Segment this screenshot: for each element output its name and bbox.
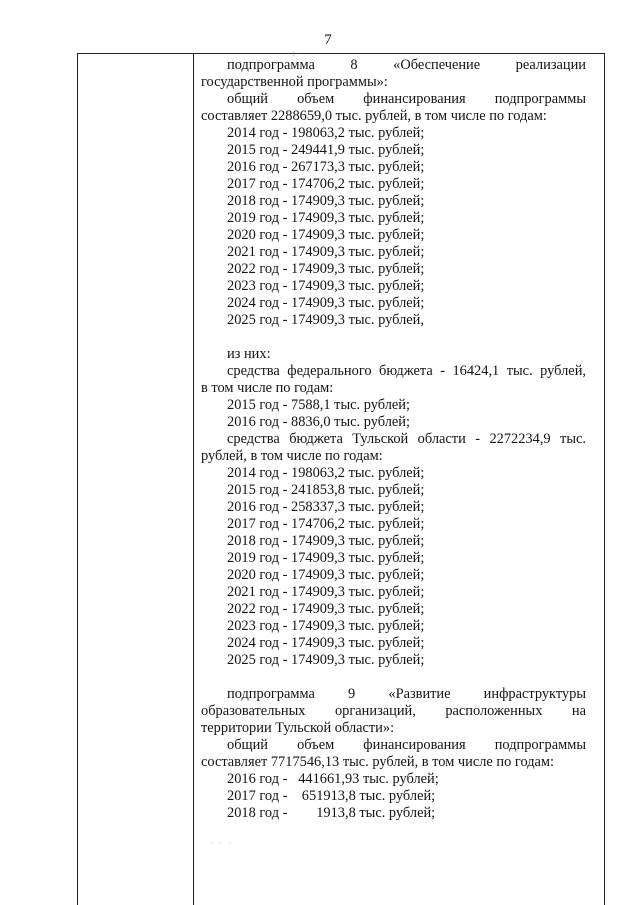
sub8-regional-line-2: рублей, в том числе по годам:	[201, 448, 383, 464]
sub9-total-line-2: составляет 7717546,13 тыс. рублей, в том числе по годам:	[201, 754, 555, 770]
sub8-year-line: 2014 год - 198063,2 тыс. рублей;	[227, 125, 425, 141]
sub8-year-line: 2016 год - 267173,3 тыс. рублей;	[227, 159, 425, 175]
sub8-regional-year-line: 2024 год - 174909,3 тыс. рублей;	[227, 635, 425, 651]
sub9-year-line: 2016 год - 441661,93 тыс. рублей;	[227, 771, 439, 787]
sub8-regional-year-line: 2016 год - 258337,3 тыс. рублей;	[227, 499, 425, 515]
sub8-title-line-2: государственной программы»:	[201, 74, 388, 90]
sub8-regional-year-line: 2014 год - 198063,2 тыс. рублей;	[227, 465, 425, 481]
sub8-regional-year-line: 2018 год - 174909,3 тыс. рублей;	[227, 533, 425, 549]
sub8-total-line-1: общий объем финансирования подпрограммы	[227, 91, 586, 107]
sub8-year-line: 2017 год - 174706,2 тыс. рублей;	[227, 176, 425, 192]
funding-text-cell	[201, 57, 586, 822]
sub8-regional-year-line: 2021 год - 174909,3 тыс. рублей;	[227, 584, 425, 600]
sub8-of-them: из них:	[227, 346, 271, 362]
sub8-year-line: 2019 год - 174909,3 тыс. рублей;	[227, 210, 425, 226]
scan-artifact: · · ·	[210, 838, 234, 848]
sub9-total-line-1: общий объем финансирования подпрограммы	[227, 737, 586, 753]
sub9-title-line-2: образовательных организаций, расположенных на	[201, 703, 586, 719]
sub8-regional-line-1: средства бюджета Тульской области - 2272234,9 тыс.	[227, 431, 586, 447]
sub9-title-line-3: территории Тульской области»:	[201, 720, 395, 736]
sub8-year-line: 2022 год - 174909,3 тыс. рублей;	[227, 261, 425, 277]
sub8-regional-year-line: 2022 год - 174909,3 тыс. рублей;	[227, 601, 425, 617]
sub8-regional-year-line: 2020 год - 174909,3 тыс. рублей;	[227, 567, 425, 583]
sub8-year-line: 2020 год - 174909,3 тыс. рублей;	[227, 227, 425, 243]
spacer	[201, 669, 586, 686]
sub8-regional-year-line: 2015 год - 241853,8 тыс. рублей;	[227, 482, 425, 498]
sub8-regional-year-line: 2025 год - 174909,3 тыс. рублей;	[227, 652, 425, 668]
column-divider	[193, 53, 194, 905]
sub8-federal-line-2: в том числе по годам:	[201, 380, 334, 396]
sub8-federal-year-line: 2016 год - 8836,0 тыс. рублей;	[227, 414, 410, 430]
sub9-year-line: 2018 год - 1913,8 тыс. рублей;	[227, 805, 436, 821]
page-number: 7	[324, 32, 332, 48]
spacer	[201, 329, 586, 346]
sub8-title-line-1: подпрограмма 8 «Обеспечение реализации	[227, 57, 586, 73]
sub9-year-line: 2017 год - 651913,8 тыс. рублей;	[227, 788, 436, 804]
sub8-federal-line-1: средства федерального бюджета - 16424,1 тыс. рублей,	[227, 363, 586, 379]
sub8-regional-year-line: 2017 год - 174706,2 тыс. рублей;	[227, 516, 425, 532]
sub8-year-line: 2018 год - 174909,3 тыс. рублей;	[227, 193, 425, 209]
sub8-year-line: 2024 год - 174909,3 тыс. рублей;	[227, 295, 425, 311]
sub8-year-line: 2025 год - 174909,3 тыс. рублей,	[227, 312, 424, 328]
sub8-year-line: 2015 год - 249441,9 тыс. рублей;	[227, 142, 425, 158]
sub8-year-line: 2023 год - 174909,3 тыс. рублей;	[227, 278, 425, 294]
sub9-title-line-1: подпрограмма 9 «Развитие инфраструктуры	[227, 686, 586, 702]
sub8-year-line: 2021 год - 174909,3 тыс. рублей;	[227, 244, 425, 260]
scan-artifact: ·:·	[287, 48, 302, 58]
sub8-total-line-2: составляет 2288659,0 тыс. рублей, в том числе по годам:	[201, 108, 547, 124]
sub8-regional-year-line: 2023 год - 174909,3 тыс. рублей;	[227, 618, 425, 634]
sub8-regional-year-line: 2019 год - 174909,3 тыс. рублей;	[227, 550, 425, 566]
sub8-federal-year-line: 2015 год - 7588,1 тыс. рублей;	[227, 397, 410, 413]
